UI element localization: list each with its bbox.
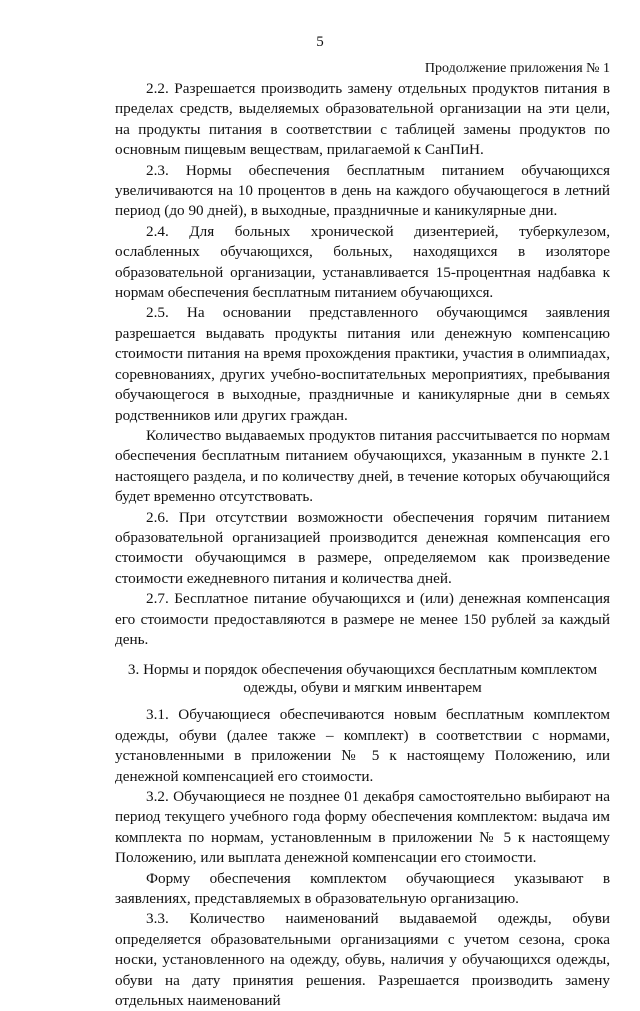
section-3-heading-line1: 3. Нормы и порядок обеспечения обучающихся бесплатным комплектом <box>127 661 598 679</box>
paragraph-2-6: 2.6. При отсутствии возможности обеспечения горячим питанием образовательной организацией производится денежная компенсация его стоимости обучающимся в размере, определяемом как произведение стоимости ежедневного питания и количества дней. <box>115 508 610 587</box>
paragraph-3-1: 3.1. Обучающиеся обеспечиваются новым бесплатным комплектом одежды, обуви (далее также – комплект) в соответствии с нормами, установленными в приложении № 5 к настоящему Положению, или денежной компенсацией его стоимости. <box>115 706 610 785</box>
paragraph-2-2: 2.2. Разрешается производить замену отдельных продуктов питания в пределах средств, выделяемых образовательной организации на эти цели, на продукты питания в соответствии с таблицей замены продуктов по основным пищевым веществам, прилагаемой к СанПиН. <box>115 80 610 159</box>
paragraph-2-4: 2.4. Для больных хронической дизентерией, туберкулезом, ослабленных обучающихся, больных, находящихся в изоляторе образовательной организации, устанавливается 15-процентная надбавка к нормам обеспечения бесплатным питанием обучающихся. <box>115 222 610 302</box>
paragraph-3-2: 3.2. Обучающиеся не позднее 01 декабря самостоятельно выбирают на период текущего учебного года форму обеспечения комплектом: выдача им комплекта по нормам, установленным в приложении № 5 к настоящему Положению, или выплата денежной компенсации его стоимости. <box>115 788 610 867</box>
paragraph-2-5: 2.5. На основании представленного обучающимся заявления разрешается выдавать продукты питания или денежную компенсацию стоимости питания на время прохождения практики, участия в олимпиадах, соревнованиях, других учебно-воспитательных мероприятиях, пребывания обучающегося в выходные, праздничные и каникулярные дни в семьях родственников или других граждан. <box>115 304 610 424</box>
paragraph-3-3: 3.3. Количество наименований выдаваемой одежды, обуви определяется образовательными организациями с учетом сезона, срока носки, установленного на одежду, обувь, наличия у обучающихся одежды, обуви на дату принятия решения. Разрешается производить замену отдельных наименований <box>115 910 610 1010</box>
paragraph-2-5-quantity: Количество выдаваемых продуктов питания рассчитывается по нормам обеспечения бесплатным питанием обучающихся, указанным в пункте 2.1 настоящего раздела, и по количеству дней, в течение которых обучающийся будет временно отсутствовать. <box>115 426 610 506</box>
continuation-label: Продолжение приложения № 1 <box>424 61 610 76</box>
paragraph-3-2-form: Форму обеспечения комплектом обучающиеся указывают в заявлениях, представляемых в образовательную организацию. <box>115 869 610 908</box>
section-3-heading-line2: одежды, обуви и мягким инвентарем <box>243 679 482 697</box>
section-3-heading <box>115 661 610 697</box>
paragraph-2-3: 2.3. Нормы обеспечения бесплатным питанием обучающихся увеличиваются на 10 процентов в день на каждого обучающегося в летний период (до 90 дней), в выходные, праздничные и каникулярные дни. <box>115 161 610 220</box>
paragraph-2-7: 2.7. Бесплатное питание обучающихся и (или) денежная компенсация его стоимости предоставляются в размере не менее 150 рублей за каждый день. <box>115 590 610 648</box>
document-body <box>115 79 610 1011</box>
page-number: 5 <box>316 34 324 50</box>
